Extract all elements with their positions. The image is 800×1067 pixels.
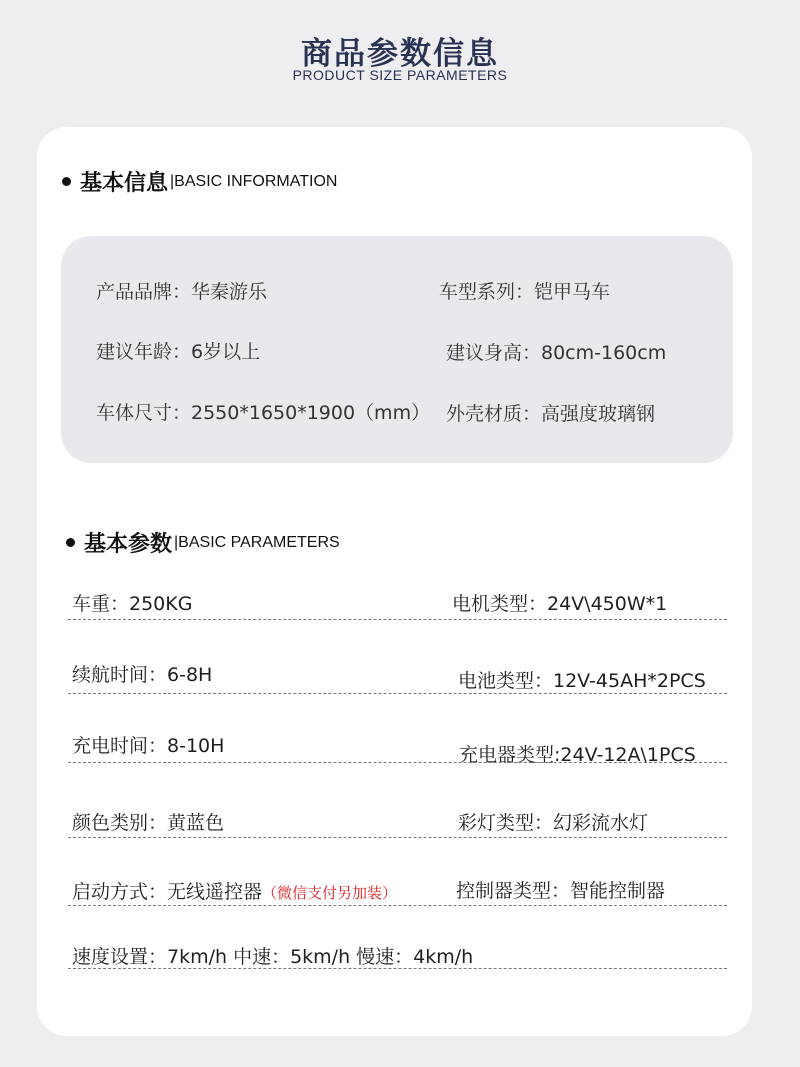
row-divider: [68, 762, 727, 763]
basic-info-heading-en: |BASIC INFORMATION: [170, 172, 338, 190]
info-brand: 产品品牌：华秦游乐: [96, 281, 268, 303]
info-dimensions: 车体尺寸：2550*1650*1900（mm）: [96, 402, 431, 424]
info-height: 建议身高：80cm-160cm: [446, 342, 667, 364]
param-start-method-note: （微信支付另加装）: [262, 884, 398, 902]
param-motor: 电机类型：24V\450W*1: [452, 593, 668, 615]
param-color: 颜色类别：黄蓝色: [72, 812, 225, 834]
page-subtitle: PRODUCT SIZE PARAMETERS: [292, 67, 508, 83]
param-start-method-text: 启动方式：无线遥控器: [72, 881, 263, 903]
basic-params-heading: [66, 527, 340, 558]
param-charger: 充电器类型:24V-12A\1PCS: [459, 744, 696, 766]
basic-info-heading: [62, 166, 337, 197]
row-divider: [68, 619, 727, 620]
param-start-method: [72, 877, 397, 904]
param-controller: 控制器类型：智能控制器: [456, 880, 666, 902]
param-charge-time: 充电时间：8-10H: [72, 735, 225, 757]
basic-params-heading-cn: 基本参数: [84, 532, 173, 557]
basic-info-heading-cn: 基本信息: [80, 171, 169, 196]
bullet-icon: [66, 538, 75, 547]
info-series: 车型系列：铠甲马车: [439, 281, 611, 303]
bullet-icon: [62, 177, 71, 186]
param-weight: 车重：250KG: [72, 593, 193, 615]
param-battery: 电池类型：12V-45AH*2PCS: [458, 670, 706, 692]
page-title: 商品参数信息: [301, 36, 499, 72]
info-age: 建议年龄：6岁以上: [96, 341, 261, 363]
row-divider: [68, 837, 727, 838]
row-divider: [68, 905, 727, 906]
param-speed: 速度设置：7km/h 中速：5km/h 慢速：4km/h: [72, 946, 474, 968]
param-lights: 彩灯类型：幻彩流水灯: [458, 812, 649, 834]
basic-params-heading-en: |BASIC PARAMETERS: [174, 533, 340, 551]
param-runtime: 续航时间：6-8H: [72, 664, 213, 686]
row-divider: [68, 693, 727, 694]
row-divider: [68, 968, 727, 969]
info-material: 外壳材质：高强度玻璃钢: [446, 403, 656, 425]
